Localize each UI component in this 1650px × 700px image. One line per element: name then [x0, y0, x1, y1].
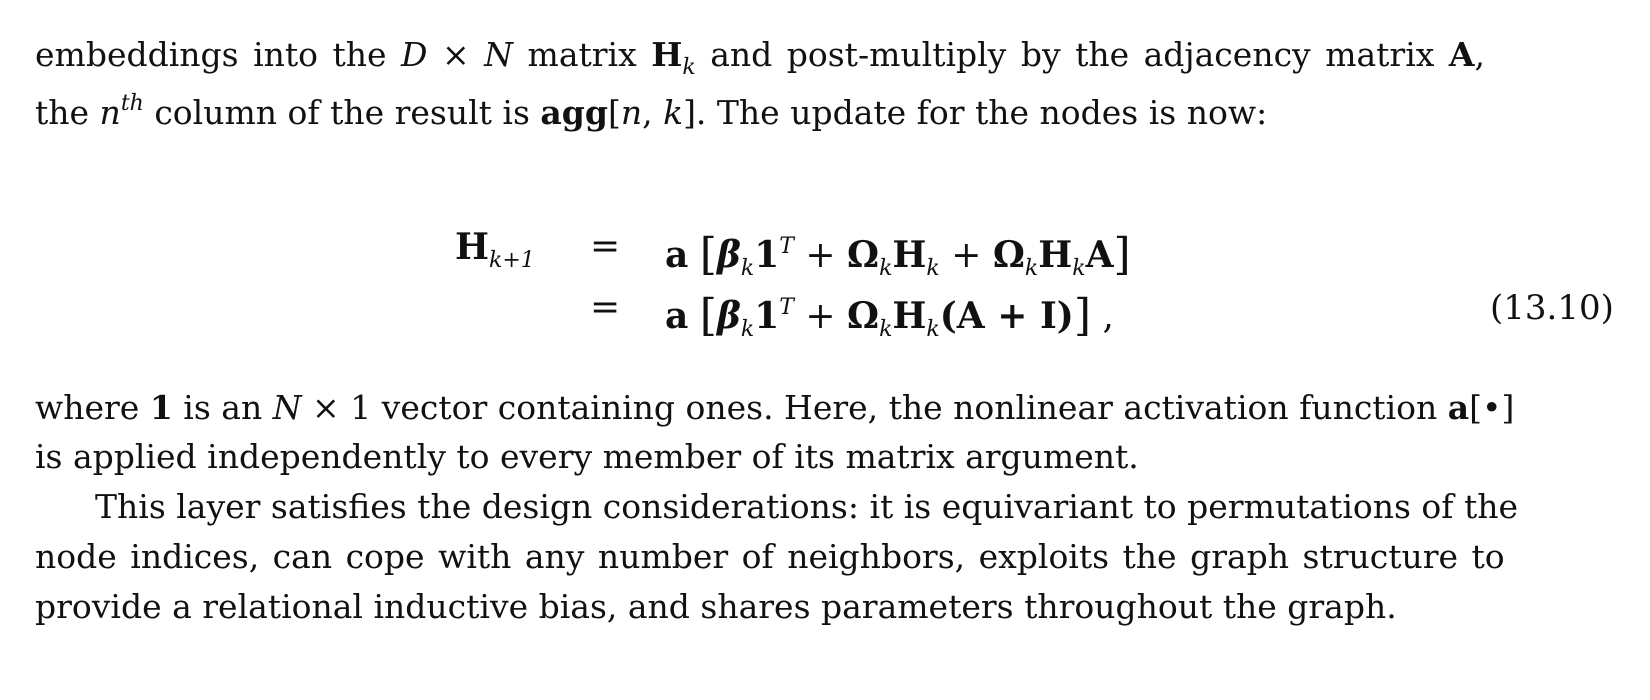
text: column of the result is	[143, 93, 541, 132]
text-line-7: provide a relational inductive bias, and shares parameters throughout the graph.	[35, 587, 1397, 626]
math-one: 1	[149, 388, 173, 427]
text: [	[607, 93, 621, 132]
text-line-5	[35, 482, 1615, 532]
math-subscript: k	[740, 317, 755, 342]
text-line-3	[35, 383, 1615, 433]
bracket-left: [	[699, 229, 717, 280]
math-agg: agg	[540, 93, 608, 132]
text: is an	[172, 388, 273, 427]
math-H: H	[1038, 234, 1073, 276]
math-N: N	[484, 35, 514, 74]
bracket-right: ]	[1113, 229, 1131, 280]
equation-lhs	[455, 222, 535, 286]
math-subscript: k	[1024, 256, 1039, 281]
math-subscript: k	[879, 317, 893, 342]
math-plus: +	[793, 235, 848, 276]
math-subscript: k	[926, 317, 940, 342]
math-N: N	[272, 388, 302, 427]
math-subscript: k	[879, 256, 893, 281]
math-times: ×	[427, 35, 485, 74]
math-subscript: k	[1072, 256, 1086, 281]
bracket-left: [	[699, 290, 717, 341]
math-Omega: Ω	[992, 234, 1025, 276]
math-subscript: k	[682, 55, 696, 80]
math-plus: +	[939, 235, 993, 276]
text: ]. The update for the nodes is now:	[683, 93, 1268, 132]
math-H: H	[651, 35, 683, 74]
math-superscript: T	[779, 234, 794, 259]
equation-number: (13.10)	[1490, 288, 1614, 328]
text-line-4: is applied independently to every member of its matrix argument.	[35, 437, 1139, 476]
math-H: H	[455, 226, 490, 268]
paragraph-text: This layer satisfies the design considerations: it is equivariant to permutations of the	[95, 487, 1519, 526]
text: the	[35, 93, 100, 132]
math-H: H	[892, 234, 927, 276]
math-comma: ,	[1091, 296, 1114, 337]
text: [•]	[1469, 388, 1515, 427]
math-subscript: k	[926, 256, 940, 281]
text: where	[35, 388, 150, 427]
math-Omega: Ω	[847, 295, 880, 337]
math-a: a	[1447, 388, 1470, 427]
text-line-2	[35, 79, 1615, 138]
math-subscript: k	[740, 256, 755, 281]
math-beta: β	[716, 295, 741, 337]
math-A: A	[1085, 234, 1114, 276]
math-a: a	[665, 234, 689, 276]
math-A: A	[1448, 35, 1475, 74]
math-superscript: T	[779, 295, 794, 320]
math-k: k	[663, 93, 684, 132]
bracket-right: ]	[1073, 290, 1092, 341]
text: ,	[1474, 35, 1485, 74]
math-n: n	[99, 93, 121, 132]
math-plus: +	[793, 296, 848, 337]
text-line-6: node indices, can cope with any number of neighbors, exploits the graph structure to	[35, 537, 1505, 576]
equals-sign: =	[590, 226, 621, 267]
math-H: H	[892, 295, 927, 337]
text: matrix	[513, 35, 652, 74]
equals-sign: =	[590, 287, 621, 328]
math-Omega: Ω	[847, 234, 880, 276]
math-one: 1	[754, 295, 780, 337]
text: ,	[642, 93, 664, 132]
equation-row-2	[665, 283, 1114, 355]
math-subscript: k+1	[489, 248, 535, 273]
math-beta: β	[716, 234, 741, 276]
math-one: 1	[754, 234, 780, 276]
text: × 1 vector containing ones. Here, the nonlinear activation function	[301, 388, 1448, 427]
math-D: D	[401, 35, 428, 74]
text: embeddings into the	[35, 35, 402, 74]
math-paren-group: (A + I)	[939, 295, 1074, 337]
page	[35, 0, 1615, 700]
math-superscript: th	[120, 91, 144, 116]
text: and post-multiply by the adjacency matrix	[695, 35, 1449, 74]
math-a: a	[665, 295, 689, 337]
math-n: n	[620, 93, 643, 132]
